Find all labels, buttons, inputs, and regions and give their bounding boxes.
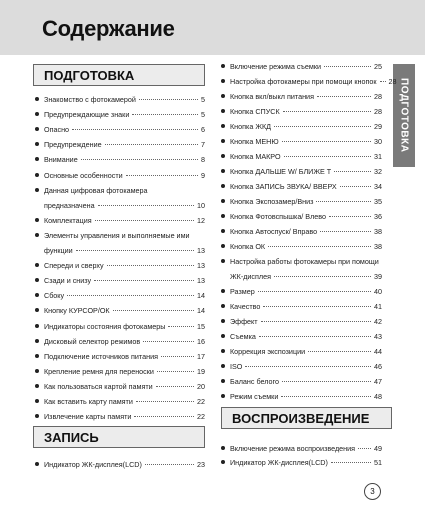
toc-entry[interactable] bbox=[221, 240, 382, 253]
toc-entry[interactable] bbox=[35, 320, 205, 333]
toc-entry-page: 38 bbox=[374, 227, 382, 236]
toc-entry-title: Знакомство с фотокамерой bbox=[44, 95, 136, 104]
toc-entry-title: Настройка фотокамеры при помощи кнопок bbox=[230, 77, 377, 86]
bullet-icon bbox=[35, 233, 39, 237]
toc-entry-title: Кнопка ОК bbox=[230, 242, 266, 251]
bullet-icon bbox=[35, 112, 39, 116]
toc-entry[interactable] bbox=[35, 229, 205, 242]
toc-entry[interactable] bbox=[221, 225, 382, 238]
dot-leader bbox=[161, 356, 194, 357]
toc-entry-title: Дисковый селектор режимов bbox=[44, 336, 141, 346]
toc-entry-title: Как пользоваться картой памяти bbox=[44, 381, 153, 391]
toc-entry[interactable] bbox=[221, 75, 397, 88]
toc-entry[interactable] bbox=[35, 350, 205, 363]
toc-entry-title: Сзади и снизу bbox=[44, 276, 92, 286]
toc-entry-page: 13 bbox=[197, 261, 205, 271]
toc-entry-page: 49 bbox=[374, 444, 382, 453]
toc-entry-page: 31 bbox=[374, 152, 382, 161]
toc-entry-page: 48 bbox=[374, 392, 382, 401]
toc-entry-page: 42 bbox=[374, 317, 382, 326]
toc-entry-title: Кнопку КУРСОР/ОК bbox=[44, 306, 110, 316]
toc-entry-title: Опасно bbox=[44, 125, 70, 135]
toc-entry-title: предназначена bbox=[44, 200, 95, 210]
bullet-icon bbox=[35, 339, 39, 343]
bullet-icon bbox=[221, 259, 225, 263]
bullet-icon bbox=[35, 173, 39, 177]
toc-entry-title: Кнопка СПУСК bbox=[230, 107, 280, 116]
dot-leader bbox=[282, 381, 371, 382]
toc-entry-title: Сбоку bbox=[44, 291, 65, 301]
toc-entry-page: 40 bbox=[374, 287, 382, 296]
toc-entry[interactable] bbox=[221, 165, 382, 178]
dot-leader bbox=[261, 321, 371, 322]
toc-entry[interactable] bbox=[221, 345, 382, 358]
toc-entry-title: Кнопка Фотовспышка/ Влево bbox=[230, 212, 327, 221]
dot-leader bbox=[317, 96, 371, 97]
bullet-icon bbox=[221, 460, 225, 464]
bullet-icon bbox=[35, 97, 39, 101]
toc-entry[interactable] bbox=[35, 259, 205, 272]
toc-entry[interactable] bbox=[35, 365, 205, 378]
toc-entry-page: 8 bbox=[201, 155, 205, 165]
bullet-icon bbox=[221, 184, 225, 188]
toc-entry-page: 39 bbox=[374, 272, 382, 281]
bullet-icon bbox=[35, 127, 39, 131]
toc-entry[interactable] bbox=[35, 335, 205, 348]
toc-entry-page: 10 bbox=[197, 200, 205, 210]
dot-leader bbox=[98, 205, 194, 206]
toc-entry[interactable] bbox=[221, 315, 382, 328]
dot-leader bbox=[263, 306, 371, 307]
toc-entry-page: 28 bbox=[388, 77, 397, 86]
toc-entry-page: 19 bbox=[197, 366, 205, 376]
toc-entry-title: Баланс белого bbox=[230, 377, 279, 386]
toc-entry-title: Включение режима съемки bbox=[230, 62, 322, 71]
toc-entry-page: 29 bbox=[374, 122, 382, 131]
toc-entry-title: Кнопка ЖКД bbox=[230, 122, 272, 131]
dot-leader bbox=[132, 114, 198, 115]
toc-entry[interactable] bbox=[35, 153, 205, 166]
bullet-icon bbox=[35, 278, 39, 282]
toc-entry-page: 23 bbox=[197, 460, 205, 469]
dot-leader bbox=[156, 386, 194, 387]
toc-entry-page: 51 bbox=[374, 458, 382, 467]
toc-entry-title: Данная цифровая фотокамера bbox=[44, 185, 148, 195]
bullet-icon bbox=[221, 334, 225, 338]
toc-entry-page: 15 bbox=[197, 321, 205, 331]
dot-leader bbox=[126, 175, 198, 176]
toc-entry[interactable] bbox=[221, 442, 382, 455]
toc-entry[interactable] bbox=[35, 214, 205, 227]
bullet-icon bbox=[221, 394, 225, 398]
dot-leader bbox=[308, 351, 371, 352]
toc-entry[interactable] bbox=[221, 375, 382, 388]
toc-entry-title: Размер bbox=[230, 287, 255, 296]
side-tab-label: ПОДГОТОВКА bbox=[398, 78, 410, 153]
dot-leader bbox=[258, 291, 371, 292]
toc-entry[interactable] bbox=[35, 395, 205, 408]
dot-leader bbox=[316, 201, 371, 202]
bullet-icon bbox=[35, 462, 39, 466]
bullet-icon bbox=[221, 364, 225, 368]
section-heading-label: ВОСПРОИЗВЕДЕНИЕ bbox=[232, 410, 370, 426]
bullet-icon bbox=[35, 384, 39, 388]
toc-entry-title: Комплектация bbox=[44, 215, 92, 225]
bullet-icon bbox=[221, 124, 225, 128]
toc-entry-title: Кнопка Автоспуск/ Вправо bbox=[230, 227, 318, 236]
bullet-icon bbox=[35, 293, 39, 297]
dot-leader bbox=[329, 216, 371, 217]
bullet-icon bbox=[35, 157, 39, 161]
dot-leader bbox=[331, 462, 371, 463]
toc-entry-title: Кнопка ДАЛЬШЕ W/ БЛИЖЕ T bbox=[230, 167, 332, 176]
toc-entry-page: 5 bbox=[201, 95, 205, 104]
toc-entry[interactable] bbox=[221, 120, 382, 133]
toc-entry[interactable] bbox=[35, 410, 205, 423]
toc-entry[interactable] bbox=[35, 199, 205, 212]
toc-entry[interactable] bbox=[221, 390, 382, 403]
dot-leader bbox=[340, 186, 371, 187]
toc-entry[interactable] bbox=[221, 195, 382, 208]
dot-leader bbox=[81, 159, 198, 160]
toc-entry-page: 32 bbox=[374, 167, 382, 176]
toc-entry[interactable] bbox=[35, 289, 205, 302]
bullet-icon bbox=[221, 289, 225, 293]
toc-entry[interactable] bbox=[35, 169, 205, 182]
toc-entry-page: 44 bbox=[374, 347, 382, 356]
dot-leader bbox=[284, 156, 371, 157]
bullet-icon bbox=[221, 304, 225, 308]
toc-entry-title: Подключение источников питания bbox=[44, 351, 158, 361]
bullet-icon bbox=[35, 142, 39, 146]
toc-entry[interactable] bbox=[221, 90, 382, 103]
toc-entry[interactable] bbox=[221, 135, 382, 148]
toc-entry-title: Основные особенности bbox=[44, 170, 123, 180]
bullet-icon bbox=[35, 218, 39, 222]
toc-entry-title: Коррекция экспозиции bbox=[230, 347, 306, 356]
dot-leader bbox=[67, 295, 194, 296]
toc-entry[interactable] bbox=[35, 138, 205, 151]
toc-entry-page: 30 bbox=[374, 137, 382, 146]
bullet-icon bbox=[221, 79, 225, 83]
section-heading-record bbox=[33, 426, 205, 448]
toc-entry-page: 14 bbox=[197, 306, 205, 316]
toc-entry[interactable] bbox=[221, 360, 382, 373]
dot-leader bbox=[282, 141, 371, 142]
bullet-icon bbox=[35, 399, 39, 403]
toc-entry-page: 13 bbox=[197, 276, 205, 286]
dot-leader bbox=[145, 464, 194, 465]
dot-leader bbox=[268, 246, 371, 247]
bullet-icon bbox=[221, 244, 225, 248]
toc-entry-title: Кнопка вкл/выкл питания bbox=[230, 92, 314, 101]
dot-leader bbox=[143, 341, 194, 342]
toc-entry[interactable] bbox=[221, 255, 382, 268]
page-title: Содержание bbox=[42, 16, 175, 41]
dot-leader bbox=[105, 144, 198, 145]
toc-entry-title: Внимание bbox=[44, 155, 78, 165]
toc-entry-page: 38 bbox=[374, 242, 382, 251]
dot-leader bbox=[274, 126, 371, 127]
dot-leader bbox=[168, 326, 194, 327]
dot-leader bbox=[157, 371, 194, 372]
toc-entry-title: Эффект bbox=[230, 317, 258, 326]
dot-leader bbox=[283, 111, 371, 112]
toc-entry-title: Кнопка МЕНЮ bbox=[230, 137, 279, 146]
bullet-icon bbox=[35, 324, 39, 328]
toc-entry-page: 25 bbox=[374, 62, 382, 71]
toc-entry[interactable] bbox=[35, 123, 205, 136]
bullet-icon bbox=[221, 94, 225, 98]
toc-entry[interactable] bbox=[221, 330, 382, 343]
bullet-icon bbox=[221, 169, 225, 173]
toc-entry-title: функции bbox=[44, 246, 73, 255]
toc-entry-page: 20 bbox=[197, 381, 205, 391]
toc-entry-page: 5 bbox=[201, 110, 205, 120]
toc-entry-page: 28 bbox=[374, 92, 382, 101]
dot-leader bbox=[358, 448, 371, 449]
toc-entry-title: Включение режима воспроизведения bbox=[230, 444, 356, 453]
toc-entry[interactable] bbox=[35, 458, 205, 471]
bullet-icon bbox=[221, 229, 225, 233]
toc-entry-title: ISO bbox=[230, 362, 243, 371]
dot-leader bbox=[76, 250, 194, 251]
dot-leader bbox=[281, 396, 371, 397]
dot-leader bbox=[259, 336, 371, 337]
bullet-icon bbox=[35, 414, 39, 418]
bullet-icon bbox=[221, 214, 225, 218]
dot-leader bbox=[334, 171, 371, 172]
bullet-icon bbox=[35, 369, 39, 373]
dot-leader bbox=[134, 416, 194, 417]
dot-leader bbox=[320, 231, 371, 232]
bullet-icon bbox=[35, 188, 39, 192]
toc-entry-page: 41 bbox=[374, 302, 382, 311]
toc-entry[interactable] bbox=[35, 244, 205, 257]
dot-leader bbox=[274, 276, 371, 277]
toc-entry-title: Индикатор ЖК-дисплея(LCD) bbox=[44, 460, 142, 469]
toc-entry-page: 17 bbox=[197, 351, 205, 361]
toc-entry-title: Извлечение карты памяти bbox=[44, 412, 132, 422]
toc-entry[interactable] bbox=[221, 150, 382, 163]
dot-leader bbox=[245, 366, 371, 367]
bullet-icon bbox=[221, 446, 225, 450]
bullet-icon bbox=[221, 379, 225, 383]
toc-entry-title: Предупреждение bbox=[44, 140, 102, 150]
toc-entry-title: Настройка работы фотокамеры при помощи bbox=[230, 257, 379, 266]
toc-entry[interactable] bbox=[35, 108, 205, 121]
toc-entry-title: Индикатор ЖК-дисплея(LCD) bbox=[230, 458, 328, 467]
toc-entry-title: Съемка bbox=[230, 332, 256, 341]
toc-entry-title: Кнопка ЗАПИСЬ ЗВУКА/ ВВЕРХ bbox=[230, 182, 337, 191]
toc-entry-page: 35 bbox=[374, 197, 382, 206]
toc-entry-title: Спереди и сверху bbox=[44, 261, 104, 271]
toc-entry-page: 22 bbox=[197, 412, 205, 422]
toc-entry-page: 9 bbox=[201, 170, 205, 180]
toc-entry-title: Кнопка МАКРО bbox=[230, 152, 281, 161]
toc-entry-title: Как вставить карту памяти bbox=[44, 397, 133, 406]
toc-entry[interactable] bbox=[221, 60, 382, 73]
toc-entry[interactable] bbox=[35, 274, 205, 287]
toc-entry[interactable] bbox=[35, 304, 205, 317]
toc-entry-page: 7 bbox=[201, 140, 205, 150]
bullet-icon bbox=[35, 354, 39, 358]
toc-entry[interactable] bbox=[221, 300, 382, 313]
toc-entry-page: 14 bbox=[197, 291, 205, 301]
toc-entry-title: Предупреждающие знаки bbox=[44, 110, 130, 120]
toc-entry[interactable] bbox=[221, 285, 382, 298]
bullet-icon bbox=[221, 349, 225, 353]
page-number: 3 bbox=[364, 483, 381, 500]
dot-leader bbox=[113, 310, 194, 311]
toc-entry[interactable] bbox=[35, 93, 205, 106]
toc-entry-page: 12 bbox=[197, 215, 205, 225]
toc-entry[interactable] bbox=[35, 184, 205, 197]
toc-entry[interactable] bbox=[221, 456, 382, 469]
toc-entry-page: 16 bbox=[197, 336, 205, 346]
dot-leader bbox=[72, 129, 198, 130]
toc-entry-title: ЖК-дисплея bbox=[230, 272, 271, 281]
bullet-icon bbox=[221, 319, 225, 323]
toc-entry-title: Индикаторы состояния фотокамеры bbox=[44, 321, 166, 331]
toc-entry[interactable] bbox=[221, 180, 382, 193]
dot-leader bbox=[107, 265, 194, 266]
toc-entry[interactable] bbox=[221, 105, 382, 118]
toc-entry-title: Качество bbox=[230, 302, 261, 311]
bullet-icon bbox=[35, 308, 39, 312]
section-heading-playback bbox=[221, 407, 392, 429]
toc-entry-page: 6 bbox=[201, 125, 205, 135]
dot-leader bbox=[136, 401, 194, 402]
toc-entry-title: Крепление ремня для переноски bbox=[44, 366, 154, 376]
section-heading-label: ЗАПИСЬ bbox=[44, 429, 99, 445]
toc-entry-title: Режим съемки bbox=[230, 392, 279, 401]
dot-leader bbox=[324, 66, 371, 67]
toc-entry-page: 47 bbox=[374, 377, 382, 386]
bullet-icon bbox=[35, 263, 39, 267]
toc-entry-page: 43 bbox=[374, 332, 382, 341]
toc-entry-title: Элементы управления и выполняемые ими bbox=[44, 230, 190, 240]
toc-entry[interactable] bbox=[221, 210, 382, 223]
toc-entry-page: 46 bbox=[374, 362, 382, 371]
section-heading-preparation bbox=[33, 64, 205, 86]
bullet-icon bbox=[221, 139, 225, 143]
bullet-icon bbox=[221, 154, 225, 158]
dot-leader bbox=[94, 280, 194, 281]
dot-leader bbox=[139, 99, 198, 100]
toc-entry[interactable] bbox=[35, 380, 205, 393]
toc-entry-page: 28 bbox=[374, 107, 382, 116]
bullet-icon bbox=[221, 199, 225, 203]
dot-leader bbox=[95, 220, 194, 221]
toc-entry-page: 36 bbox=[374, 212, 382, 221]
toc-entry-title: Кнопка Экспозамер/Вниз bbox=[230, 197, 314, 206]
dot-leader bbox=[380, 81, 386, 82]
bullet-icon bbox=[221, 109, 225, 113]
toc-entry-page: 13 bbox=[197, 246, 205, 255]
toc-entry[interactable] bbox=[221, 270, 382, 283]
bullet-icon bbox=[221, 64, 225, 68]
toc-entry-page: 34 bbox=[374, 182, 382, 191]
section-heading-label: ПОДГОТОВКА bbox=[44, 67, 135, 83]
toc-entry-page: 22 bbox=[197, 397, 205, 406]
